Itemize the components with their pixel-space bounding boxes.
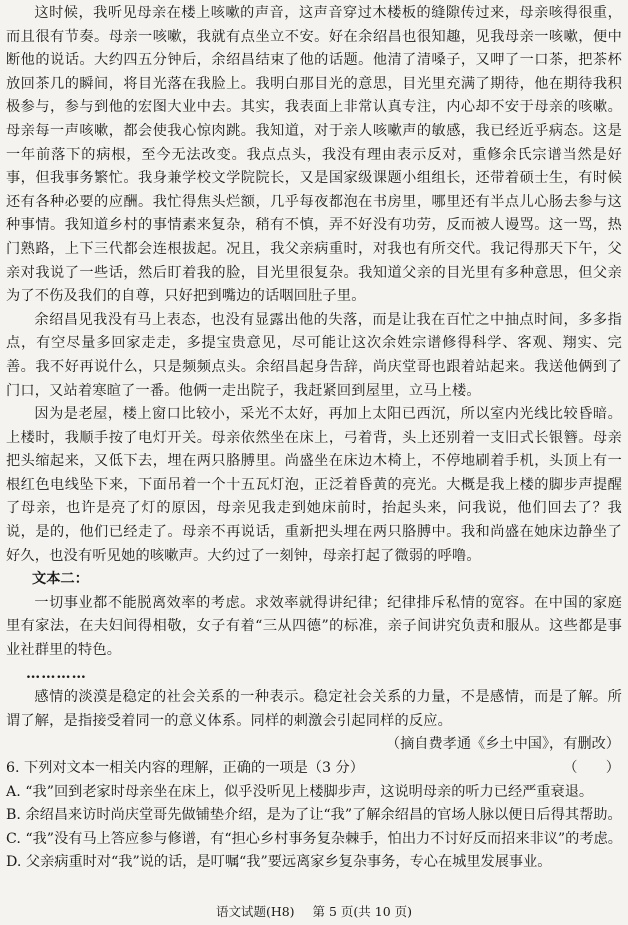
text2-ellipsis: ………… — [26, 665, 87, 682]
option-c: C. “我”没有马上答应参与修谱，有“担心乡村事务复杂棘手，怕出力不讨好反而招来非议”的考虑。 — [6, 830, 622, 847]
text2-paragraph-1: 一切事业都不能脱离效率的考虑。求效率就得讲纪律；纪律排斥私情的宽容。在中国的家庭里有家法，在夫妇间得相敬，女子有着“三从四德”的标准，亲子间讲究负责和服从。这些都是事业社群里的特色。 — [6, 594, 622, 659]
answer-blank: （ ） — [563, 760, 620, 776]
option-a: A. “我”回到老家时母亲坐在床上，似乎没听见上楼脚步声，这说明母亲的听力已经严重衰退。 — [6, 783, 594, 800]
footer-page-number: 第 5 页(共 10 页) — [312, 904, 413, 919]
option-b: B. 余绍昌来访时尚庆堂哥先做铺垫介绍，是为了让“我”了解余绍昌的官场人脉以便日后得其帮助。 — [6, 807, 622, 824]
option-d: D. 父亲病重时对“我”说的话，是叮嘱“我”要远离家乡复杂事务，专心在城里发展事业。 — [6, 854, 552, 871]
footer-subject: 语文试题(H8) — [215, 904, 295, 919]
text1-paragraph-2: 余绍昌见我没有马上表态，也没有显露出他的失落，而是让我在百忙之中抽点时间，多多指点，有空尽量多回家走走，多提宝贵意见，尽可能让这次余姓宗谱修得科学、客观、翔实、完善。我不好再说什么，只是频频点头。余绍昌起身告辞，尚庆堂哥也跟着站起来。我送他俩到了门口，又站着寒暄了一番。他俩一走出院子，我赶紧回到屋里，立马上楼。 — [6, 311, 622, 399]
question-6-stem — [6, 757, 622, 781]
text2-source: （摘自费孝通《乡土中国》，有删改） — [385, 736, 620, 753]
text2-paragraph-2: 感情的淡漠是稳定的社会关系的一种表示。稳定社会关系的力量，不是感情，而是了解。所谓了解，是指接受着同一的意义体系。同样的刺激会引起同样的反应。 — [6, 689, 622, 729]
text1-paragraph-1: 这时候，我听见母亲在楼上咳嗽的声音，这声音穿过木楼板的缝隙传过来，母亲咳得很重，而且很有节奏。母亲一咳嗽，我就有点坐立不安。好在余绍昌也很知趣，见我母亲一咳嗽，便中断他的说话。大约四五分钟后，余绍昌结束了他的话题。他清了清嗓子，又呷了一口茶，把茶杯放回茶几的瞬间，将目光落在我脸上。我明白那目光的意思，目光里充满了期待，他在期待我积极参与，参与到他的宏图大业中去。其实，我表面上非常认真专注，内心却不安于母亲的咳嗽。母亲每一声咳嗽，都会使我心惊肉跳。我知道，对于亲人咳嗽声的敏感，我已经近乎病态。这是一年前落下的病根，至今无法改变。我点点头，我没有理由表示反对，重修余氏宗谱当然是好事，但我事务繁忙。我身兼学校文学院院长，又是国家级课题小组组长，还带着硕士生，有时候还有各种必要的应酬。我忙得焦头烂额，几乎每夜都泡在书房里，哪里还有半点儿心肠去参与这种事情。我知道乡村的事情素来复杂，稍有不慎，弄不好没有功劳，反而被人谩骂。这一骂，热门熟路，上下三代都会连根拔起。况且，我父亲病重时，对我也有所交代。我记得那天下午，父亲对我说了一些话，然后盯着我的脸，目光里很复杂。我知道父亲的目光里有多种意思，但父亲为了不伤及我们的自尊，只好把到嘴边的话咽回肚子里。 — [6, 5, 622, 305]
text1-paragraph-3: 因为是老屋，楼上窗口比较小，采光不太好，再加上太阳已西沉，所以室内光线比较昏暗。上楼时，我顺手按了电灯开关。母亲依然坐在床上，弓着背，头上还别着一支旧式长银簪。母亲把头缩起来，又低下去，埋在两只胳膊里。尚盛坐在床边木椅上，不停地刷着手机，头顶上有一根红色电线坠下来，下面吊着一个十五瓦灯泡，正泛着昏黄的亮光。大概是我上楼的脚步声提醒了母亲，也许是亮了灯的原因，母亲见我走到她床前时，抬起头来，问我说，他们回去了？我说，是的，他们已经走了。母亲不再说话，重新把头埋在两只胳膊中。我和尚盛在她床边静坐了好久，也没有听见她的咳嗽声。大约过了一刻钟，母亲打起了微弱的呼噜。 — [6, 406, 622, 564]
question-6-text: 6. 下列对文本一相关内容的理解，正确的一项是（3 分） — [6, 760, 364, 776]
exam-page — [6, 2, 622, 875]
text2-heading: 文本二： — [32, 571, 89, 588]
page-footer — [0, 903, 628, 921]
